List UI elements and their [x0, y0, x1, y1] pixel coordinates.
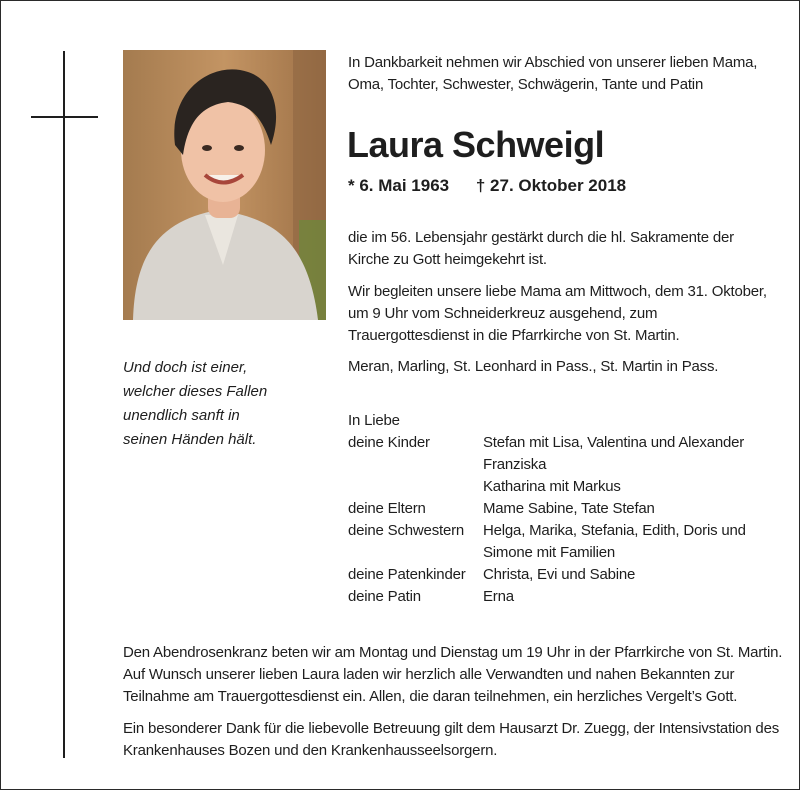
quote-line: unendlich sanft in — [123, 407, 240, 424]
birth-date: * 6. Mai 1963 — [348, 176, 450, 195]
family-names — [483, 520, 788, 564]
family-row — [348, 564, 788, 586]
places-line: Meran, Marling, St. Leonhard in Pass., St. Martin in Pass. — [348, 358, 719, 375]
quote-line: seinen Händen hält. — [123, 431, 257, 448]
quote-line: welcher dieses Fallen — [123, 383, 268, 400]
family-heading: In Liebe — [348, 412, 400, 429]
family-name-line: Stefan mit Lisa, Valentina und Alexander — [483, 434, 745, 451]
family-name-line: Katharina mit Markus — [483, 478, 621, 495]
quote-block — [123, 356, 323, 452]
family-row — [348, 432, 788, 498]
rosary-invitation-text: Den Abendrosenkranz beten wir am Montag und Dienstag um 19 Uhr in der Pfarrkirche von St. Martin. Auf Wunsch unserer lieben Laura laden wir herzlich alle Verwandten und nahen Bekannten zur Teilnahme am Trauergottesdienst ein. Allen, die daran teilnehmen, ein herzliches Vergelt’s Gott. — [123, 644, 783, 705]
family-role: deine Schwestern — [348, 522, 465, 539]
family-row — [348, 520, 788, 564]
death-date: † 27. Oktober 2018 — [475, 176, 627, 195]
family-name-line: Erna — [483, 588, 514, 605]
life-dates — [348, 174, 648, 198]
thanks-text: Ein besonderer Dank für die liebevolle Betreuung gilt dem Hausarzt Dr. Zuegg, der Intensivstation des Krankenhauses Bozen und den Krankenhausseelsorgern. — [123, 720, 780, 759]
family-name-line: Christa, Evi und Sabine — [483, 566, 636, 583]
family-role: deine Kinder — [348, 434, 430, 451]
portrait-photo — [123, 50, 326, 320]
family-role: deine Patin — [348, 588, 421, 605]
paragraph-homecoming: die im 56. Lebensjahr gestärkt durch die hl. Sakramente der Kirche zu Gott heimgekehrt ist. — [348, 229, 734, 268]
family-list — [348, 410, 788, 608]
family-row — [348, 586, 788, 608]
family-name-line: Simone mit Familien — [483, 544, 616, 561]
intro-text: In Dankbarkeit nehmen wir Abschied von unserer lieben Mama, Oma, Tochter, Schwester, Schwägerin, Tante und Patin — [348, 54, 758, 93]
family-row — [348, 498, 788, 520]
family-names — [483, 564, 788, 586]
family-name-line: Helga, Marika, Stefania, Edith, Doris und — [483, 522, 746, 539]
family-names — [483, 586, 788, 608]
family-names — [483, 498, 788, 520]
family-role: deine Eltern — [348, 500, 426, 517]
cross-vertical-bar — [63, 51, 65, 758]
cross-horizontal-bar — [31, 116, 98, 118]
family-role: deine Patenkinder — [348, 566, 466, 583]
family-name-line: Mame Sabine, Tate Stefan — [483, 500, 655, 517]
family-name-line: Franziska — [483, 456, 547, 473]
family-names — [483, 432, 788, 498]
paragraph-funeral: Wir begleiten unsere liebe Mama am Mittwoch, dem 31. Oktober, um 9 Uhr vom Schneiderkreuz ausgehend, zum Trauergottesdienst in die Pfarrkirche von St. Martin. — [348, 283, 767, 344]
quote-line: Und doch ist einer, — [123, 359, 248, 376]
deceased-name: Laura Schweigl — [347, 124, 605, 165]
